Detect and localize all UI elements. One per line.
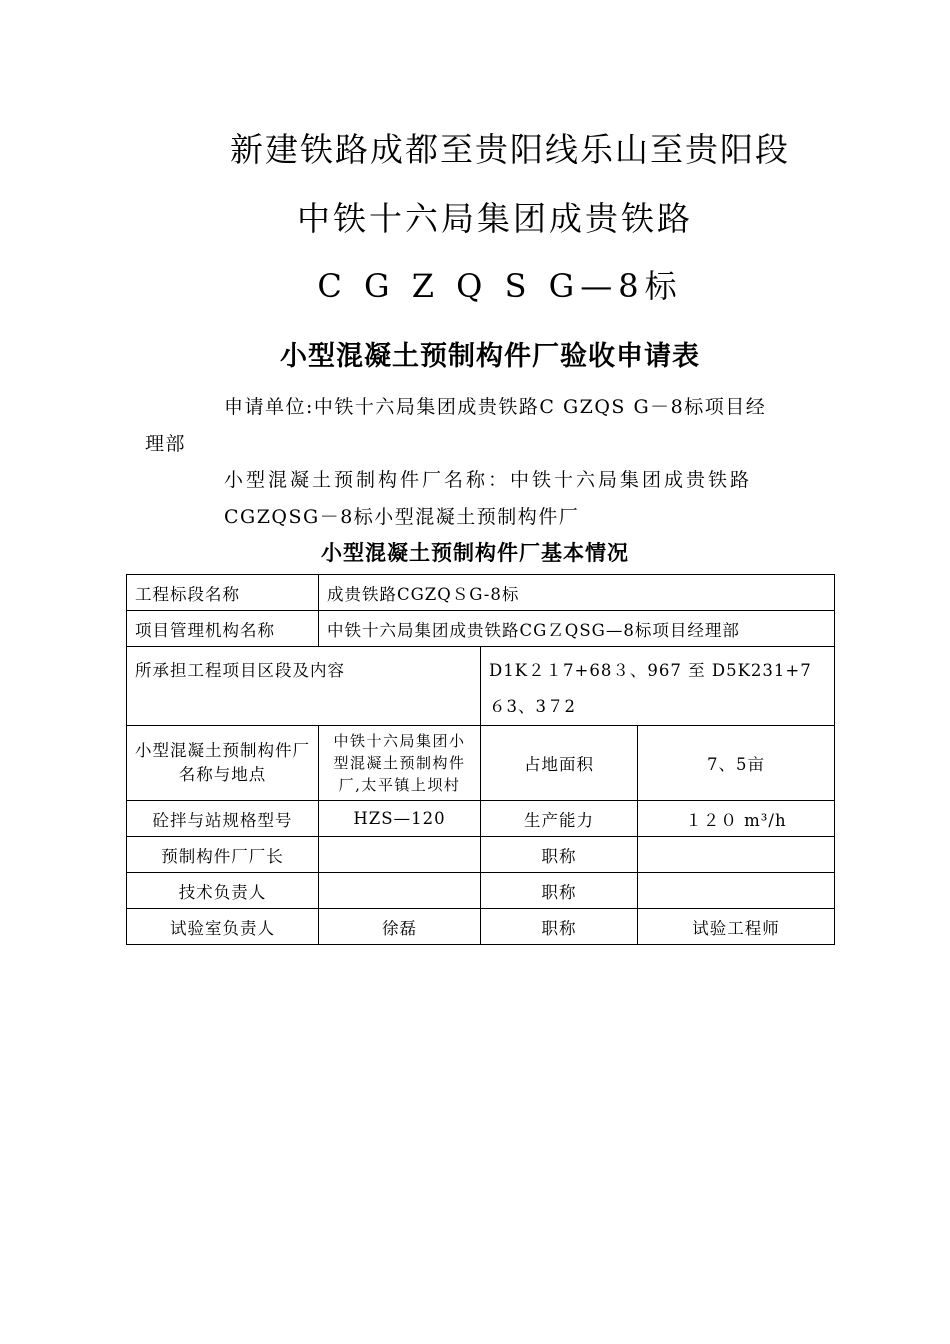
table-row bbox=[127, 647, 835, 726]
table-cell-label: 占地面积 bbox=[481, 726, 638, 801]
table-cell-label: 职称 bbox=[481, 873, 638, 909]
table-cell-value: HZS—120 bbox=[319, 801, 481, 837]
table-cell-value bbox=[319, 873, 481, 909]
project-title: 新建铁路成都至贵阳线乐山至贵阳段 bbox=[230, 130, 790, 169]
table-cell-label: 预制构件厂厂长 bbox=[127, 837, 319, 873]
basic-info-table bbox=[126, 574, 835, 945]
table-cell-label: 职称 bbox=[481, 837, 638, 873]
table-row bbox=[127, 611, 835, 647]
table-row bbox=[127, 726, 835, 801]
table-cell-value: 7、5亩 bbox=[638, 726, 835, 801]
table-row bbox=[127, 801, 835, 837]
table-row bbox=[127, 837, 835, 873]
table-cell-label: 工程标段名称 bbox=[127, 575, 319, 611]
table-cell-value: D1K２１7+68３、967 至 D5K231+7６3、3７2 bbox=[481, 647, 835, 726]
table-cell-label: 项目管理机构名称 bbox=[127, 611, 319, 647]
table-cell-label: 小型混凝土预制构件厂名称与地点 bbox=[127, 726, 319, 801]
table-cell-value: 试验工程师 bbox=[638, 909, 835, 945]
table-cell-value bbox=[638, 873, 835, 909]
section-code-title: C G Z Q S G—8标 bbox=[317, 267, 683, 305]
table-cell-label: 技术负责人 bbox=[127, 873, 319, 909]
section-title: 小型混凝土预制构件厂基本情况 bbox=[321, 540, 629, 565]
table-cell-value: 中铁十六局集团小型混凝土预制构件厂,太平镇上坝村 bbox=[319, 726, 481, 801]
table-cell-label: 试验室负责人 bbox=[127, 909, 319, 945]
table-cell-label: 砼拌与站规格型号 bbox=[127, 801, 319, 837]
table-cell-label: 职称 bbox=[481, 909, 638, 945]
table-cell-value bbox=[319, 837, 481, 873]
table-cell-value: 成贵铁路CGZQＳG-8标 bbox=[319, 575, 835, 611]
form-title: 小型混凝土预制构件厂验收申请表 bbox=[280, 341, 700, 372]
table-row bbox=[127, 575, 835, 611]
applicant-line-2: 理部 bbox=[145, 433, 187, 455]
table-cell-value: 中铁十六局集团成贵铁路CGＺQSG—8标项目经理部 bbox=[319, 611, 835, 647]
table-row bbox=[127, 873, 835, 909]
table-cell-value: 徐磊 bbox=[319, 909, 481, 945]
factory-name-line-1: 小型混凝土预制构件厂名称：中铁十六局集团成贵铁路 bbox=[224, 469, 753, 491]
table-row bbox=[127, 909, 835, 945]
factory-name-line-2: CGZQSG－8标小型混凝土预制构件厂 bbox=[224, 506, 580, 528]
table-cell-label: 生产能力 bbox=[481, 801, 638, 837]
table-cell-value bbox=[638, 837, 835, 873]
company-title: 中铁十六局集团成贵铁路 bbox=[297, 199, 693, 238]
table-cell-value: １２０ m³/h bbox=[638, 801, 835, 837]
applicant-line-1: 申请单位:中铁十六局集团成贵铁路C GZQS G－8标项目经 bbox=[224, 396, 767, 418]
table-cell-label: 所承担工程项目区段及内容 bbox=[127, 647, 481, 726]
